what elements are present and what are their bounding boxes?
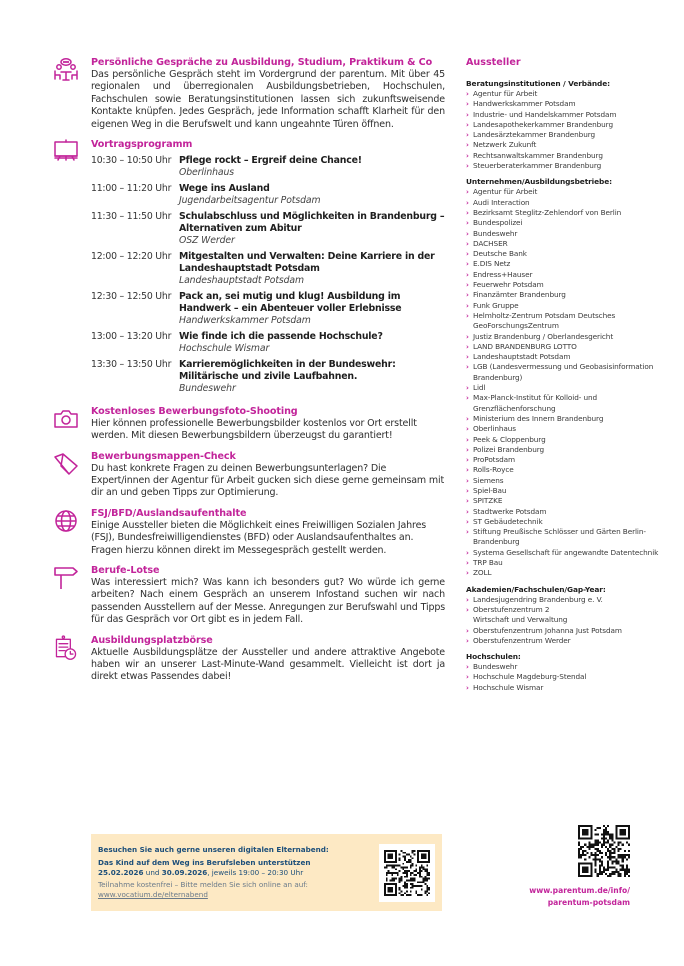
exhibitor-name: Lidl	[473, 383, 486, 393]
exhibitor-item	[466, 445, 666, 455]
program-time: 12:30 – 12:50 Uhr	[91, 291, 172, 303]
chevron-right-icon: ›	[466, 332, 469, 341]
exhibitor-name: Spiel-Bau	[473, 485, 507, 495]
camera-icon	[53, 406, 79, 432]
exhibitor-item	[466, 120, 666, 130]
exhibitor-item	[466, 626, 666, 636]
chevron-right-icon: ›	[466, 569, 469, 578]
exhibitor-item	[466, 218, 666, 228]
exhibitor-name: Rechtsanwaltskammer Brandenburg	[473, 150, 603, 160]
exhibitor-name: Stiftung Preußische Schlösser und Gärten Berlin-Brandenburg	[473, 527, 646, 547]
chevron-right-icon: ›	[466, 90, 469, 98]
program-title: Wie finde ich die passende Hochschule?	[179, 331, 383, 343]
exhibitor-item	[466, 130, 666, 140]
exhibitor-item	[466, 595, 666, 605]
exhibitor-name: Oberstufenzentrum Johanna Just Potsdam	[473, 625, 622, 635]
exhibitor-name: Siemens	[473, 475, 504, 485]
exhibitor-name: ProPotsdam	[473, 455, 516, 465]
exhibitors-column	[466, 57, 666, 699]
program-row	[91, 291, 445, 328]
section-apprenticeship-exchange	[50, 635, 445, 684]
exhibitor-item	[466, 605, 666, 626]
exhibitor-item	[466, 393, 666, 414]
section-body: Hier können professionelle Bewerbungsbilder kostenlos vor Ort erstellt werden. Mit diesen Bewerbungsbildern überzeugst du garantiert!	[91, 417, 417, 442]
chevron-right-icon: ›	[466, 663, 469, 672]
chevron-right-icon: ›	[466, 260, 469, 269]
chevron-right-icon: ›	[466, 162, 469, 171]
chevron-right-icon: ›	[466, 301, 469, 310]
exhibitor-item	[466, 496, 666, 506]
exhibitor-name: Endress+Hauser	[473, 269, 533, 279]
registration-link[interactable]: www.vocatium.de/elternabend	[98, 889, 208, 899]
exhibitor-item	[466, 151, 666, 161]
exhibitor-item	[466, 301, 666, 311]
exhibitor-name: TRP Bau	[473, 558, 503, 568]
exhibitor-item	[466, 187, 666, 197]
chevron-right-icon: ›	[466, 188, 469, 197]
program-title: Mitgestalten und Verwalten: Deine Karriere in der Landeshauptstadt Potsdam	[179, 250, 435, 275]
exhibitor-name: Stadtwerke Potsdam	[473, 506, 547, 516]
chevron-right-icon: ›	[466, 120, 469, 129]
program-row	[91, 331, 445, 355]
section-personal-talks	[50, 57, 445, 131]
chevron-right-icon: ›	[466, 559, 469, 568]
chevron-right-icon: ›	[466, 595, 469, 604]
exhibitor-name: Oberlinhaus	[473, 424, 516, 434]
exhibitor-item	[466, 465, 666, 475]
exhibitor-item	[466, 424, 666, 434]
exhibitor-name: Helmholtz-Zentrum Potsdam Deutsches GeoForschungsZentrum	[473, 310, 616, 331]
exhibitor-item	[466, 239, 666, 249]
exhibitor-item	[466, 352, 666, 362]
exhibitor-name: Bundeswehr	[473, 228, 518, 238]
exhibitor-item	[466, 435, 666, 445]
exhibitor-name: ST Gebäudetechnik	[473, 516, 543, 526]
chevron-right-icon: ›	[466, 110, 469, 119]
exhibitor-item	[466, 568, 666, 578]
program-time: 11:00 – 11:20 Uhr	[91, 182, 172, 194]
group-title: Akademien/Fachschulen/Gap-Year:	[466, 584, 606, 594]
program-org: Handwerkskammer Potsdam	[179, 315, 311, 327]
chevron-right-icon: ›	[466, 100, 469, 109]
program-org: Jugendarbeitsagentur Potsdam	[179, 195, 321, 207]
exhibitor-item	[466, 476, 666, 486]
exhibitor-item	[466, 259, 666, 269]
exhibitor-name: Polizei Brandenburg	[473, 444, 545, 454]
exhibitor-item	[466, 140, 666, 150]
exhibitor-name: E.DIS Netz	[473, 259, 511, 269]
chevron-right-icon: ›	[466, 311, 469, 320]
section-title: Berufe-Lotse	[91, 564, 160, 576]
exhibitor-item	[466, 110, 666, 120]
exhibitor-name: Hochschule Wismar	[473, 682, 544, 692]
qr-code-parentum[interactable]	[578, 825, 630, 877]
chevron-right-icon: ›	[466, 208, 469, 217]
folder-icon	[53, 451, 79, 477]
exhibitor-name: Max-Planck-Institut für Kolloid- und Grenzflächenforschung	[473, 393, 598, 413]
section-title: Vortragsprogramm	[91, 139, 193, 151]
exhibitor-item	[466, 527, 666, 548]
exhibitor-name: Bundespolizei	[473, 218, 523, 228]
exhibitor-name: Industrie- und Handelskammer Potsdam	[473, 109, 617, 119]
section-title: Kostenloses Bewerbungsfoto-Shooting	[91, 405, 298, 417]
chevron-right-icon: ›	[466, 517, 469, 526]
chevron-right-icon: ›	[466, 486, 469, 495]
exhibitor-name: Oberstufenzentrum Werder	[473, 635, 571, 645]
section-title: FSJ/BFD/Auslandsaufenthalte	[91, 507, 247, 519]
program-time: 12:00 – 12:20 Uhr	[91, 250, 172, 262]
exhibitor-item	[466, 89, 666, 99]
program-org: OSZ Werder	[179, 235, 235, 247]
exhibitor-item	[466, 507, 666, 517]
section-lecture-program	[50, 139, 445, 396]
section-title: Ausbildungsplatzbörse	[91, 634, 213, 646]
chevron-right-icon: ›	[466, 394, 469, 403]
chevron-right-icon: ›	[466, 239, 469, 248]
section-body: Das persönliche Gespräch steht im Vordergrund der parentum. Mit über 45 regionalen und überregionalen Ausbildungsbetrieben, Hochschulen, Fachschulen sowie Beratungsinstitutionen lassen sich zukunftsweisende Kontakte knüpfen. Jedes Gespräch, jede Information schafft Klarheit für den eigenen Weg in die Berufswelt und kann ungeahnte Türen öffnen.	[91, 69, 445, 130]
section-photo-shooting	[50, 406, 445, 443]
program-title: Pack an, sei mutig und klug! Ausbildung im Handwerk – ein Abenteuer voller Erlebnisse	[179, 291, 402, 315]
exhibitor-name: Finanzämter Brandenburg	[473, 290, 566, 300]
chevron-right-icon: ›	[466, 528, 469, 537]
exhibitor-name: Hochschule Magdeburg-Stendal	[473, 672, 587, 682]
exhibitor-name: Feuerwehr Potsdam	[473, 280, 544, 290]
program-time: 13:00 – 13:20 Uhr	[91, 331, 172, 343]
exhibitor-item	[466, 455, 666, 465]
exhibitor-item	[466, 270, 666, 280]
exhibitor-name: Funk Gruppe	[473, 300, 519, 310]
exhibitor-item	[466, 362, 666, 383]
exhibitor-name: Agentur für Arbeit	[473, 89, 538, 98]
program-list	[91, 155, 445, 396]
presentation-board-icon	[53, 139, 79, 165]
chevron-right-icon: ›	[466, 270, 469, 279]
exhibitor-name: Agentur für Arbeit	[473, 187, 538, 197]
exhibitor-item	[466, 683, 666, 693]
exhibitor-groups	[466, 79, 666, 693]
group-title: Unternehmen/Ausbildungsbetriebe:	[466, 177, 612, 187]
exhibitor-name: LGB (Landesvermessung und Geobasisinformation Brandenburg)	[473, 362, 654, 382]
exhibitor-item	[466, 486, 666, 496]
chevron-right-icon: ›	[466, 281, 469, 290]
exhibitor-group	[466, 79, 666, 171]
exhibitor-group	[466, 585, 666, 646]
chevron-right-icon: ›	[466, 342, 469, 351]
chevron-right-icon: ›	[466, 384, 469, 393]
program-org: Oberlinhaus	[179, 167, 235, 179]
section-title: Persönliche Gespräche zu Ausbildung, Studium, Praktikum & Co	[91, 57, 433, 68]
date-2: 30.09.2026	[161, 867, 208, 877]
signpost-icon	[53, 565, 79, 591]
program-row	[91, 155, 445, 179]
chevron-right-icon: ›	[466, 548, 469, 557]
exhibitor-item	[466, 332, 666, 342]
exhibitor-item	[466, 99, 666, 109]
exhibitor-item	[466, 311, 666, 332]
exhibitor-name: LAND BRANDENBURG LOTTO	[473, 341, 577, 351]
date-and: und	[143, 867, 162, 877]
program-title: Pflege rockt – Ergreif deine Chance!	[179, 155, 362, 167]
chevron-right-icon: ›	[466, 229, 469, 238]
section-title: Bewerbungsmappen-Check	[91, 450, 236, 462]
exhibitor-name: Peek & Cloppenburg	[473, 434, 546, 444]
exhibitor-group	[466, 652, 666, 693]
exhibitor-name: Justiz Brandenburg / Oberlandesgericht	[473, 331, 614, 341]
chevron-right-icon: ›	[466, 507, 469, 516]
chevron-right-icon: ›	[466, 363, 469, 372]
exhibitor-item	[466, 548, 666, 558]
exhibitor-item	[466, 249, 666, 259]
exhibitor-item	[466, 662, 666, 672]
exhibitor-name: Rolls-Royce	[473, 465, 514, 475]
chevron-right-icon: ›	[466, 683, 469, 692]
globe-icon	[53, 508, 79, 534]
program-org: Hochschule Wismar	[179, 343, 270, 355]
chevron-right-icon: ›	[466, 250, 469, 259]
exhibitor-item	[466, 383, 666, 393]
chevron-right-icon: ›	[466, 141, 469, 150]
exhibitor-group	[466, 177, 666, 578]
exhibitor-name: Steuerberaterkammer Brandenburg	[473, 161, 602, 171]
chevron-right-icon: ›	[466, 626, 469, 635]
url-line-1: www.parentum.de/info/	[529, 886, 630, 895]
chevron-right-icon: ›	[466, 456, 469, 465]
chevron-right-icon: ›	[466, 673, 469, 682]
parent-evening-box	[91, 834, 442, 911]
group-title: Beratungsinstitutionen / Verbände:	[466, 79, 610, 88]
exhibitor-item	[466, 342, 666, 352]
chevron-right-icon: ›	[466, 636, 469, 645]
program-org: Landeshauptstadt Potsdam	[179, 275, 304, 287]
exhibitor-name: DACHSER	[473, 238, 508, 248]
section-application-check	[50, 451, 445, 500]
chevron-right-icon: ›	[466, 198, 469, 207]
exhibitor-item	[466, 161, 666, 171]
chevron-right-icon: ›	[466, 425, 469, 434]
exhibitor-name: Deutsche Bank	[473, 249, 527, 259]
exhibitor-name: Ministerium des Innern Brandenburg	[473, 413, 604, 423]
exhibitor-name: Audi Interaction	[473, 197, 530, 207]
section-body: Was interessiert mich? Was kann ich besonders gut? Wo würde ich gerne arbeiten? Nach einem Gespräch an unserem Infostand suchen wir nach passenden Ausstellern auf der Messe. Anregungen zur Berufswahl und Tipps für das Gespräch vor Ort gibt es in jedem Fall.	[91, 576, 445, 626]
chevron-right-icon: ›	[466, 445, 469, 454]
exhibitor-item	[466, 280, 666, 290]
exhibitor-name: Netzwerk Zukunft	[473, 140, 537, 150]
chevron-right-icon: ›	[466, 476, 469, 485]
chevron-right-icon: ›	[466, 435, 469, 444]
info-heading: Besuchen Sie auch gerne unseren digitalen Elternabend:	[98, 845, 329, 854]
chevron-right-icon: ›	[466, 291, 469, 300]
chevron-right-icon: ›	[466, 605, 469, 614]
chevron-right-icon: ›	[466, 466, 469, 475]
exhibitor-name: Landesapothekerkammer Brandenburg	[473, 119, 613, 129]
section-body: Du hast konkrete Fragen zu deinen Bewerbungsunterlagen? Die Expert/innen der Agentur für Arbeit gucken sich diese gerne gemeinsam mit dir an und geben Tipps zur Optimierung.	[91, 462, 445, 499]
program-row	[91, 251, 445, 288]
parentum-url[interactable]	[529, 885, 630, 908]
chevron-right-icon: ›	[466, 414, 469, 423]
info-subtitle: Das Kind auf dem Weg ins Berufsleben unterstützen	[98, 858, 311, 867]
chevron-right-icon: ›	[466, 219, 469, 228]
chevron-right-icon: ›	[466, 131, 469, 140]
exhibitor-name: Bundeswehr	[473, 662, 518, 672]
program-row	[91, 211, 445, 248]
program-time: 10:30 – 10:50 Uhr	[91, 155, 172, 167]
exhibitor-name: SPITZKE	[473, 496, 503, 506]
exhibitor-item	[466, 517, 666, 527]
program-title: Schulabschluss und Möglichkeiten in Brandenburg – Alternativen zum Abitur	[179, 210, 445, 235]
exhibitors-title: Aussteller	[466, 57, 521, 68]
section-body: Aktuelle Ausbildungsplätze der Aussteller und andere attraktive Angebote haben wir an unserer Last-Minute-Wand gesammelt. Vielleicht ist dort ja direkt etwas Passendes dabei!	[91, 646, 445, 683]
exhibitor-item	[466, 208, 666, 218]
exhibitor-name: Systema Gesellschaft für angewandte Datentechnik	[473, 547, 659, 557]
program-org: Bundeswehr	[179, 383, 236, 395]
chevron-right-icon: ›	[466, 497, 469, 506]
exhibitor-item	[466, 414, 666, 424]
group-title: Hochschulen:	[466, 652, 521, 662]
qr-code-elternabend[interactable]	[379, 844, 435, 902]
exhibitor-item	[466, 558, 666, 568]
program-row	[91, 183, 445, 207]
date-1: 25.02.2026	[98, 867, 144, 877]
exhibitor-name: Landesärztekammer Brandenburg	[473, 130, 596, 140]
program-title: Wege ins Ausland	[179, 182, 270, 194]
exhibitor-item	[466, 672, 666, 682]
program-row	[91, 359, 445, 396]
url-line-2: parentum-potsdam	[547, 897, 630, 907]
exhibitor-item	[466, 290, 666, 300]
exhibitor-name: Oberstufenzentrum 2 Wirtschaft und Verwaltung	[473, 604, 568, 625]
program-time: 13:30 – 13:50 Uhr	[91, 359, 172, 371]
meeting-table-icon	[53, 57, 79, 83]
program-time: 11:30 – 11:50 Uhr	[91, 210, 172, 222]
exhibitor-item	[466, 229, 666, 239]
section-career-guide	[50, 565, 445, 627]
exhibitor-name: Landeshauptstadt Potsdam	[473, 352, 571, 362]
date-time: , jeweils 19:00 – 20:30 Uhr	[207, 867, 304, 877]
clipboard-clock-icon	[53, 635, 79, 661]
exhibitor-item	[466, 198, 666, 208]
exhibitor-name: Handwerkskammer Potsdam	[473, 99, 576, 109]
chevron-right-icon: ›	[466, 151, 469, 160]
exhibitor-item	[466, 636, 666, 646]
chevron-right-icon: ›	[466, 353, 469, 362]
exhibitor-name: ZOLL	[473, 568, 492, 578]
left-column	[50, 57, 445, 692]
exhibitor-name: Bezirksamt Steglitz-Zehlendorf von Berlin	[473, 207, 622, 217]
program-title: Karrieremöglichkeiten in der Bundeswehr: Militärische und zivile Laufbahnen.	[179, 359, 396, 383]
section-body: Einige Aussteller bieten die Möglichkeit eines Freiwilligen Sozialen Jahres (FSJ), Bundesfreiwilligendienstes (BFD) oder Auslandsaufenthaltes an. Fragen hierzu können direkt im Messegespräch gestellt werden.	[91, 519, 427, 556]
info-registration: Teilnahme kostenfrei – Bitte melden Sie sich online an auf:	[98, 880, 308, 889]
section-fsj-bfd	[50, 508, 445, 557]
exhibitor-name: Landesjugendring Brandenburg e. V.	[473, 594, 603, 604]
